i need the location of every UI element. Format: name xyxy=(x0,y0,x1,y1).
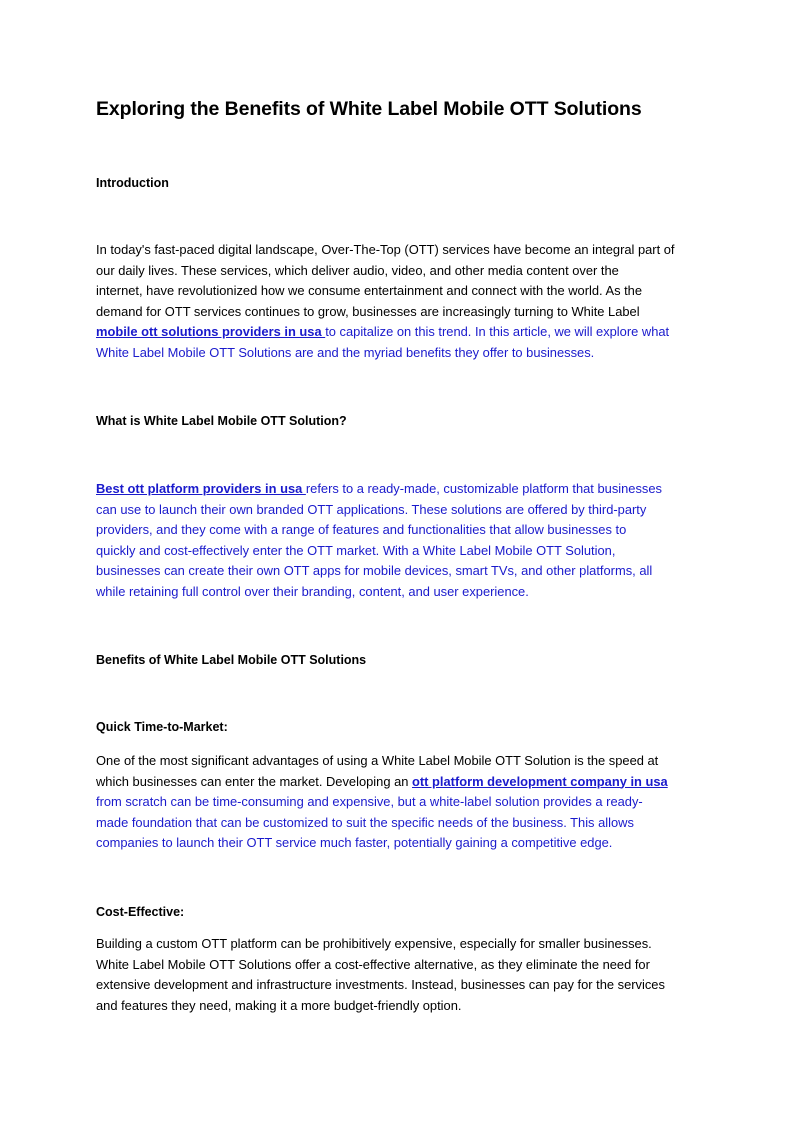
quick-line: One of the most significant advantages of using a White Label Mobile OTT Solution is the speed at xyxy=(96,753,659,768)
intro-heading: Introduction xyxy=(96,176,169,190)
what-is-line: providers, and they come with a range of features and functionalities that allow businesses to xyxy=(96,522,627,537)
intro-line: internet, have revolutionized how we consume entertainment and connect with the world. As the xyxy=(96,283,643,298)
document-title: Exploring the Benefits of White Label Mobile OTT Solutions xyxy=(96,98,642,120)
what-is-paragraph xyxy=(96,479,696,602)
intro-line: White Label Mobile OTT Solutions are and the myriad benefits they offer to businesses. xyxy=(96,344,595,360)
what-is-line-rest: refers to a ready-made, customizable platform that businesses xyxy=(305,481,662,496)
cost-paragraph xyxy=(96,934,696,1016)
intro-line xyxy=(96,322,696,343)
quick-line xyxy=(96,772,696,793)
what-is-heading: What is White Label Mobile OTT Solution? xyxy=(96,414,347,428)
what-is-line: quickly and cost-effectively enter the OTT market. With a White Label Mobile OTT Solution, xyxy=(96,542,616,558)
what-is-line: while retaining full control over their branding, content, and user experience. xyxy=(96,583,529,599)
cost-line: Building a custom OTT platform can be prohibitively expensive, especially for smaller businesses. xyxy=(96,936,652,951)
best-ott-providers-link[interactable]: Best ott platform providers in usa xyxy=(96,481,306,496)
what-is-line: businesses can create their own OTT apps for mobile devices, smart TVs, and other platforms, all xyxy=(96,563,653,578)
intro-line: In today's fast-paced digital landscape, Over-The-Top (OTT) services have become an integral part of xyxy=(96,242,675,257)
quick-line: companies to launch their OTT service much faster, potentially gaining a competitive edge. xyxy=(96,835,613,850)
benefits-heading: Benefits of White Label Mobile OTT Solutions xyxy=(96,653,367,667)
what-is-line xyxy=(96,479,696,500)
cost-line: extensive development and infrastructure investments. Instead, businesses can pay for the services xyxy=(96,977,665,992)
quick-line: made foundation that can be customized to suit the specific needs of the business. This allows xyxy=(96,814,634,830)
cost-line: White Label Mobile OTT Solutions offer a cost-effective alternative, as they eliminate the need for xyxy=(96,956,650,972)
quick-line-start: which businesses can enter the market. Developing an xyxy=(96,773,412,789)
what-is-line: can use to launch their own branded OTT applications. These solutions are offered by third-party xyxy=(96,501,647,517)
quick-heading: Quick Time-to-Market: xyxy=(96,720,228,734)
cost-line: and features they need, making it a more budget-friendly option. xyxy=(96,997,462,1013)
intro-line-rest: to capitalize on this trend. In this article, we will explore what xyxy=(325,324,670,339)
quick-paragraph xyxy=(96,751,696,854)
intro-line: demand for OTT services continues to grow, businesses are increasingly turning to White Label xyxy=(96,303,640,319)
ott-development-company-link[interactable]: ott platform development company in usa xyxy=(412,773,668,789)
mobile-ott-providers-link[interactable]: mobile ott solutions providers in usa xyxy=(96,324,326,339)
intro-paragraph xyxy=(96,240,696,363)
cost-heading: Cost-Effective: xyxy=(96,905,185,919)
quick-line: from scratch can be time-consuming and expensive, but a white-label solution provides a ready- xyxy=(96,794,643,809)
intro-line: our daily lives. These services, which deliver audio, video, and other media content over the xyxy=(96,262,619,278)
